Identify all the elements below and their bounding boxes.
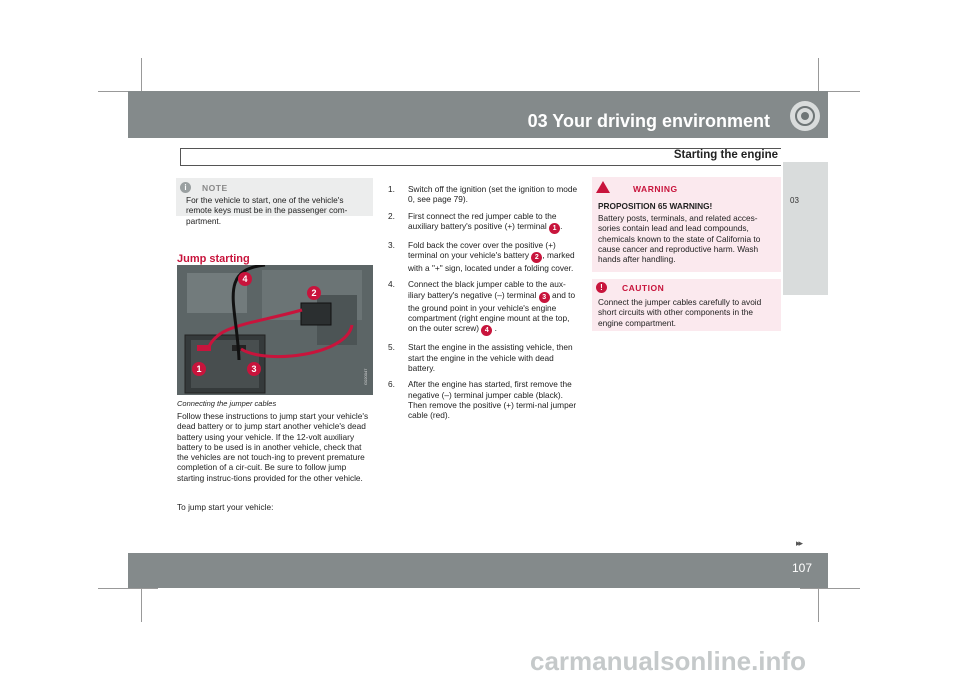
step-item	[388, 240, 578, 274]
figure-code: G020047	[363, 368, 368, 385]
step-text: Start the engine in the assisting vehicle, then start the engine in the vehicle with dead battery.	[408, 342, 573, 373]
step-item	[388, 211, 578, 234]
crop-mark	[800, 588, 860, 589]
next-page-arrows-icon: ▸▸	[796, 538, 802, 548]
callout-badge: 3	[539, 292, 550, 303]
figure-caption: Connecting the jumper cables	[177, 399, 277, 408]
step-text-after: , marked with a "+" sign, located under a folding cover.	[408, 250, 575, 274]
figure-label-3: 3	[251, 364, 257, 374]
step-number: 1.	[388, 184, 395, 194]
intro-paragraph: Follow these instructions to jump start your vehicle's dead battery or to jump start another vehicle's dead battery using your vehicle. If the 12-volt auxiliary battery to be used is in another vehicle, check that the vehicles are not touch-ing to prevent premature completion of a cir-cuit. Be sure to follow jump starting instruc-tions provided for the other vehicle.	[177, 411, 369, 483]
step-text: Fold back the cover over the positive (+) terminal on your vehicle's battery	[408, 239, 556, 261]
step-text: Switch off the ignition (set the ignition to mode 0, see page 79).	[408, 184, 578, 205]
battery-figure	[177, 265, 373, 395]
warning-text: Battery posts, terminals, and related acces-sories contain lead and lead compounds, chemicals known to the state of California to cause cancer and reproductive harm. Wash hands after handling.	[598, 213, 761, 265]
crop-mark	[98, 588, 158, 589]
figure-label-1: 1	[196, 364, 202, 374]
intro-lead-in: To jump start your vehicle:	[177, 502, 274, 512]
step-number: 4.	[388, 279, 395, 290]
step-item	[388, 379, 578, 420]
callout-badge: 4	[481, 325, 492, 336]
chapter-tab-label: 03	[790, 196, 799, 205]
info-icon: i	[180, 182, 191, 193]
step-text: First connect the red jumper cable to the auxiliary battery's positive (+) terminal	[408, 210, 557, 231]
watermark: carmanualsonline.info	[530, 646, 806, 676]
caution-icon: !	[596, 282, 607, 293]
chapter-title: 03 Your driving environment	[527, 111, 770, 131]
battery-illustration	[177, 265, 373, 395]
jump-starting-heading: Jump starting	[177, 253, 250, 265]
step-text-after: .	[560, 220, 563, 231]
warning-heading: PROPOSITION 65 WARNING!	[598, 201, 713, 211]
footer-band	[128, 553, 828, 588]
step-item	[388, 342, 578, 373]
step-number: 6.	[388, 379, 395, 390]
caution-text: Connect the jumper cables carefully to avoid short circuits with other components in the engine compartment.	[598, 297, 762, 328]
warning-triangle-icon	[596, 181, 610, 193]
note-text: For the vehicle to start, one of the vehicle's remote keys must be in the passenger com-partment.	[186, 195, 348, 226]
callout-badge: 1	[549, 223, 560, 234]
step-number: 2.	[388, 210, 395, 221]
step-item	[388, 184, 578, 205]
page-number: 107	[792, 561, 813, 575]
step-number: 5.	[388, 342, 395, 353]
figure-label-4: 4	[242, 274, 248, 284]
step-text: After the engine has started, first remove the negative (–) terminal jumper cable (black). Then remove the positive (+) termi-nal jumper cable (red).	[408, 379, 577, 421]
caution-title: CAUTION	[622, 283, 665, 293]
callout-badge: 2	[531, 252, 542, 263]
step-number: 3.	[388, 239, 395, 250]
steps-list	[388, 184, 578, 426]
note-title: NOTE	[202, 183, 228, 193]
figure-label-2: 2	[311, 288, 317, 298]
step-text-after: .	[492, 323, 497, 334]
step-text-after: and to the ground point in your vehicle's engine compartment (right engine mount at the top, on the outer screw)	[408, 289, 576, 334]
step-text: Connect the black jumper cable to the aux-iliary battery's negative (–) terminal	[408, 279, 566, 300]
chapter-tab	[783, 162, 828, 295]
section-title: Starting the engine	[673, 149, 778, 161]
step-item	[388, 279, 578, 336]
warning-title: WARNING	[633, 184, 678, 194]
steering-wheel-hub	[801, 112, 809, 120]
